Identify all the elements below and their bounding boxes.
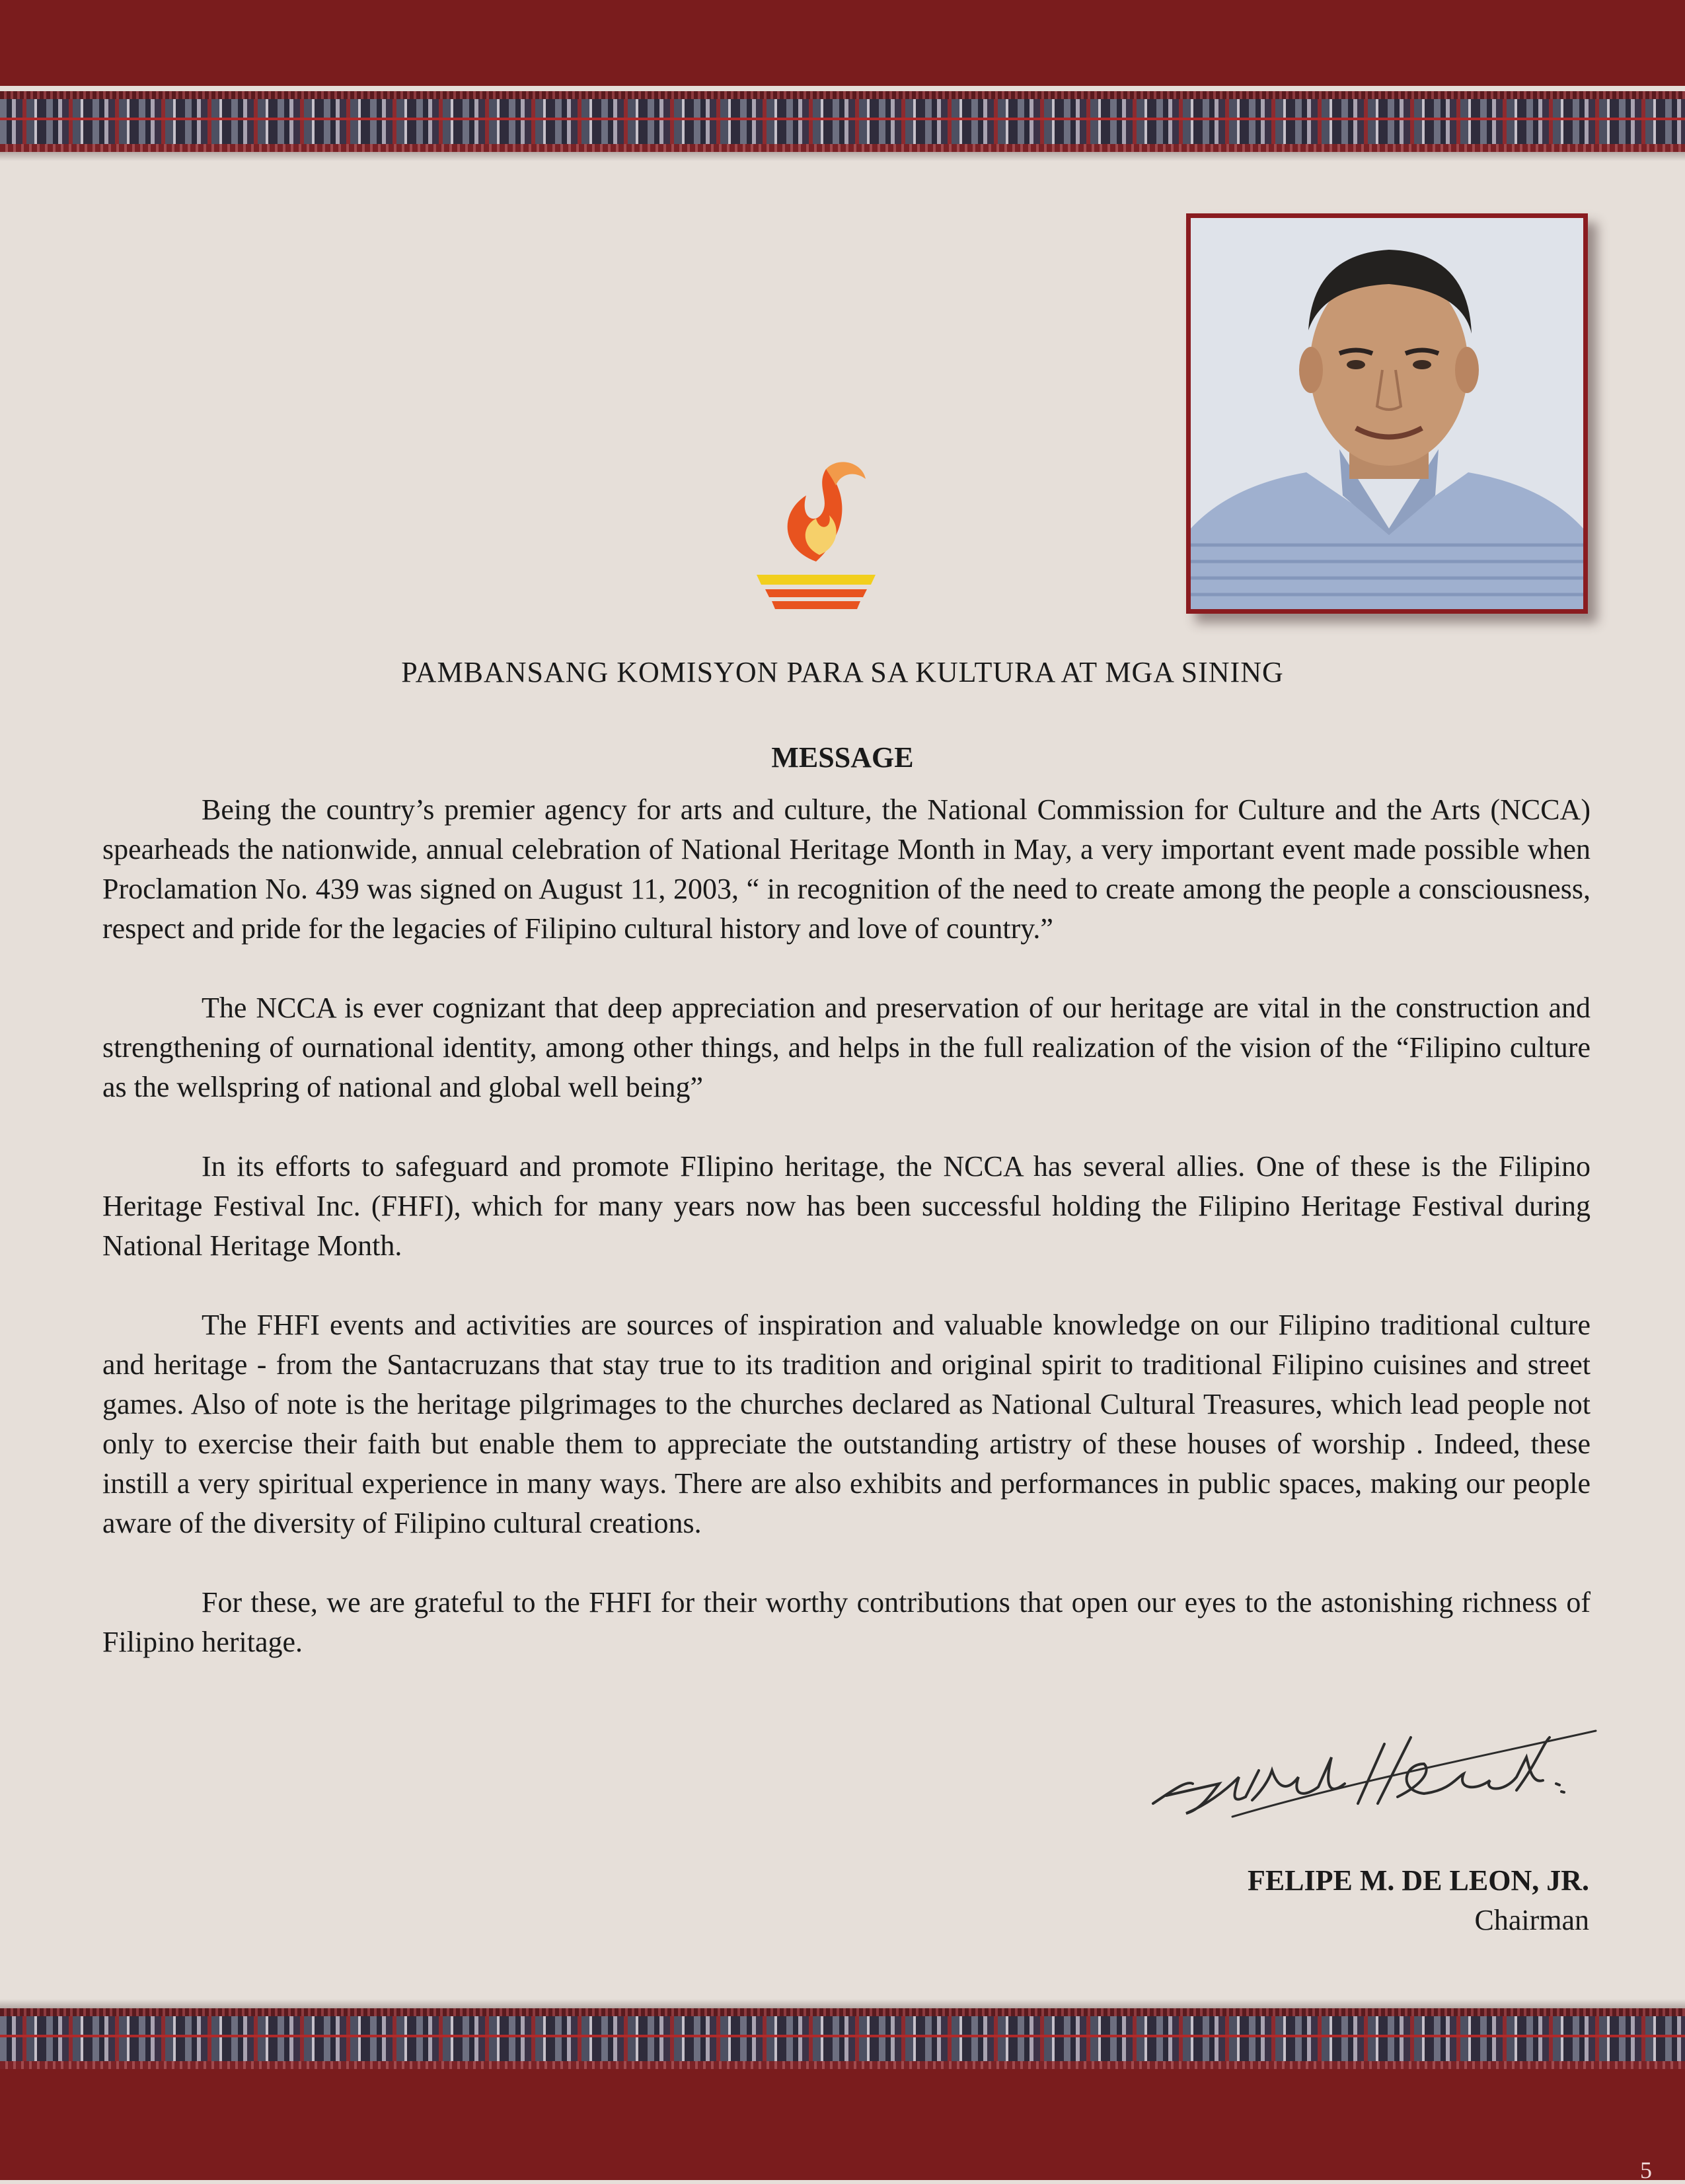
top-border-shadow — [0, 152, 1685, 161]
message-body — [102, 790, 1591, 1702]
ncca-flame-logo — [753, 449, 879, 614]
bottom-border-shadow — [0, 1999, 1685, 2008]
page-number: 5 — [1640, 2157, 1652, 2183]
top-woven-pattern — [0, 91, 1685, 152]
signatory-block — [1248, 1861, 1589, 1940]
message-paragraph: The FHFI events and activities are sources of inspiration and valuable knowledge on our Filipino traditional culture and heritage - from the Santacruzans that stay true to its tradition and original spirit to traditional Filipino cuisines and street games. Also of note is the heritage pilgrimages to the churches declared as National Cultural Treasures, which lead people not only to exercise their faith but enable them to appreciate the outstanding artistry of these houses of worship . Indeed, these instill a very spiritual experience in many ways. There are also exhibits and performances in public spaces, making our people aware of the diversity of Filipino cultural creations. — [102, 1309, 1591, 1539]
handwritten-signature — [1146, 1718, 1602, 1843]
message-paragraph: The NCCA is ever cognizant that deep appreciation and preservation of our heritage are vital in the construction and strengthening of ournational identity, among other things, and helps in the full realization of the vision of the “Filipino culture as the wellspring of national and global well being” — [102, 992, 1591, 1103]
portrait-photo-illustration — [1191, 218, 1583, 609]
organization-name: PAMBANSANG KOMISYON PARA SA KULTURA AT MGA SINING — [401, 656, 1284, 688]
message-paragraph: In its efforts to safeguard and promote FIlipino heritage, the NCCA has several allies. One of these is the Filipino Heritage Festival Inc. (FHFI), which for many years now has been successful holding the Filipino Heritage Festival during National Heritage Month. — [102, 1150, 1591, 1262]
chairman-portrait — [1186, 213, 1588, 614]
bottom-woven-pattern — [0, 2008, 1685, 2069]
top-border-band — [0, 0, 1685, 86]
message-paragraph: For these, we are grateful to the FHFI for their worthy contributions that open our eyes to the astonishing richness of Filipino heritage. — [102, 1586, 1591, 1658]
message-paragraph: Being the country’s premier agency for arts and culture, the National Commission for Culture and the Arts (NCCA) spearheads the nationwide, annual celebration of National Heritage Month in May, a very important event made possible when Proclamation No. 439 was signed on August 11, 2003, “ in recognition of the need to create among the people a consciousness, respect and pride for the legacies of Filipino cultural history and love of country.” — [102, 793, 1591, 945]
signatory-title: Chairman — [1474, 1904, 1589, 1936]
signatory-name: FELIPE M. DE LEON, JR. — [1247, 1864, 1589, 1897]
message-title: MESSAGE — [771, 741, 914, 774]
